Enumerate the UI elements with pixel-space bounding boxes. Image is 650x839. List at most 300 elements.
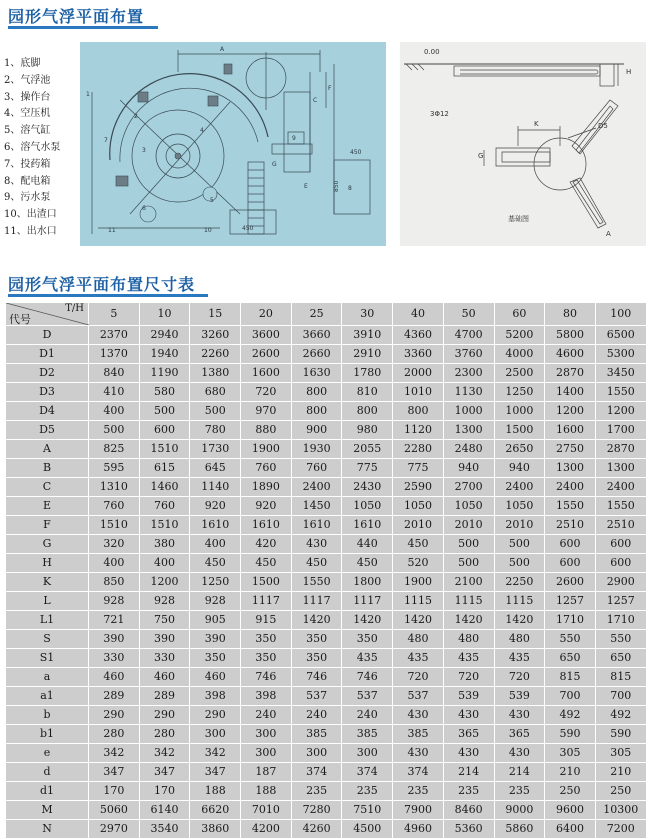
- table-cell: 1600: [241, 364, 292, 383]
- table-cell: 840: [89, 364, 140, 383]
- table-cell: 2970: [89, 820, 140, 839]
- table-cell: 390: [190, 630, 241, 649]
- table-cell: 390: [89, 630, 140, 649]
- table-cell: 815: [545, 668, 596, 687]
- table-cell: 350: [241, 630, 292, 649]
- table-cell: 1550: [291, 573, 342, 592]
- table-cell: 2480: [443, 440, 494, 459]
- table-cell: 400: [139, 554, 190, 573]
- plan-label-e: E: [304, 183, 308, 190]
- table-cell: 1500: [241, 573, 292, 592]
- component-legend: [4, 56, 82, 241]
- table-cell: 300: [291, 744, 342, 763]
- table-cell: 430: [393, 706, 444, 725]
- table-cell: 1120: [393, 421, 444, 440]
- table-cell: 3260: [190, 326, 241, 345]
- table-cell: 398: [190, 687, 241, 706]
- table-cell: 2500: [494, 364, 545, 383]
- table-row: [6, 573, 647, 592]
- table-cell: 210: [595, 763, 646, 782]
- table-cell: 1930: [291, 440, 342, 459]
- table-cell: 2600: [545, 573, 596, 592]
- table-cell: 915: [241, 611, 292, 630]
- table-cell: 5060: [89, 801, 140, 820]
- table-cell: 760: [291, 459, 342, 478]
- table-cell: 435: [342, 649, 393, 668]
- table-cell: 350: [190, 649, 241, 668]
- table-row: [6, 421, 647, 440]
- table-cell: 1940: [139, 345, 190, 364]
- plan-label-4: 4: [200, 127, 204, 134]
- table-cell: 1130: [443, 383, 494, 402]
- table-cell: 1610: [291, 516, 342, 535]
- column-header: 40: [393, 303, 444, 326]
- table-cell: 3860: [190, 820, 241, 839]
- table-cell: 188: [190, 782, 241, 801]
- table-cell: 385: [393, 725, 444, 744]
- table-cell: 374: [291, 763, 342, 782]
- table-cell: 928: [139, 592, 190, 611]
- plan-label-8: 8: [348, 185, 352, 192]
- table-cell: 3450: [595, 364, 646, 383]
- table-cell: 8460: [443, 801, 494, 820]
- table-cell: 920: [241, 497, 292, 516]
- table-cell: 7200: [595, 820, 646, 839]
- plan-label-1: 1: [86, 91, 90, 98]
- table-cell: 1610: [342, 516, 393, 535]
- table-cell: 187: [241, 763, 292, 782]
- foundation-g-label: G: [478, 152, 484, 160]
- table-cell: 398: [241, 687, 292, 706]
- column-header: 15: [190, 303, 241, 326]
- row-code: d1: [6, 782, 89, 801]
- row-code: a: [6, 668, 89, 687]
- table-cell: 1000: [494, 402, 545, 421]
- table-cell: 746: [241, 668, 292, 687]
- table-cell: 300: [190, 725, 241, 744]
- table-cell: 3760: [443, 345, 494, 364]
- table-cell: 2000: [393, 364, 444, 383]
- table-cell: 760: [241, 459, 292, 478]
- table-cell: 7900: [393, 801, 444, 820]
- table-cell: 1117: [291, 592, 342, 611]
- table-cell: 2900: [595, 573, 646, 592]
- layout-title-underline: [8, 26, 158, 29]
- row-code: a1: [6, 687, 89, 706]
- table-cell: 350: [291, 630, 342, 649]
- table-cell: 330: [139, 649, 190, 668]
- row-code: L: [6, 592, 89, 611]
- table-cell: 1610: [241, 516, 292, 535]
- legend-item: 8、配电箱: [4, 175, 51, 187]
- table-cell: 775: [393, 459, 444, 478]
- table-cell: 1550: [545, 497, 596, 516]
- table-cell: 2010: [494, 516, 545, 535]
- table-row: [6, 649, 647, 668]
- table-cell: 7510: [342, 801, 393, 820]
- table-cell: 1420: [342, 611, 393, 630]
- row-code: A: [6, 440, 89, 459]
- table-cell: 539: [494, 687, 545, 706]
- table-cell: 1380: [190, 364, 241, 383]
- table-cell: 4200: [241, 820, 292, 839]
- table-cell: 188: [241, 782, 292, 801]
- table-cell: 500: [494, 535, 545, 554]
- table-cell: 600: [545, 535, 596, 554]
- table-cell: 5300: [595, 345, 646, 364]
- table-cell: 460: [139, 668, 190, 687]
- column-header: 25: [291, 303, 342, 326]
- table-cell: 365: [443, 725, 494, 744]
- table-cell: 235: [443, 782, 494, 801]
- table-cell: 1250: [190, 573, 241, 592]
- corner-code-label: 代号: [9, 313, 31, 326]
- table-cell: 460: [190, 668, 241, 687]
- table-cell: 2300: [443, 364, 494, 383]
- table-cell: 720: [443, 668, 494, 687]
- table-cell: 3540: [139, 820, 190, 839]
- table-cell: 2700: [443, 478, 494, 497]
- table-cell: 1600: [545, 421, 596, 440]
- table-cell: 750: [139, 611, 190, 630]
- table-cell: 342: [89, 744, 140, 763]
- table-row: [6, 611, 647, 630]
- table-cell: 5860: [494, 820, 545, 839]
- foundation-elevation: 0.00: [424, 48, 440, 56]
- foundation-caption: 基础图: [508, 215, 529, 223]
- table-cell: 400: [190, 535, 241, 554]
- table-cell: 235: [291, 782, 342, 801]
- table-row: [6, 630, 647, 649]
- table-cell: 300: [342, 744, 393, 763]
- table-cell: 1900: [393, 573, 444, 592]
- table-cell: 330: [89, 649, 140, 668]
- table-row: [6, 744, 647, 763]
- table-cell: 928: [89, 592, 140, 611]
- table-cell: 600: [545, 554, 596, 573]
- table-cell: 746: [291, 668, 342, 687]
- table-cell: 1140: [190, 478, 241, 497]
- table-cell: 800: [291, 383, 342, 402]
- table-cell: 4700: [443, 326, 494, 345]
- table-cell: 1780: [342, 364, 393, 383]
- table-cell: 305: [545, 744, 596, 763]
- table-cell: 1510: [139, 516, 190, 535]
- table-cell: 970: [241, 402, 292, 421]
- table-cell: 385: [342, 725, 393, 744]
- table-cell: 1190: [139, 364, 190, 383]
- table-cell: 615: [139, 459, 190, 478]
- table-row: [6, 459, 647, 478]
- table-row: [6, 725, 647, 744]
- table-cell: 650: [545, 649, 596, 668]
- row-code: D: [6, 326, 89, 345]
- table-cell: 350: [241, 649, 292, 668]
- table-cell: 210: [545, 763, 596, 782]
- table-cell: 500: [443, 535, 494, 554]
- table-cell: 305: [595, 744, 646, 763]
- table-cell: 430: [494, 706, 545, 725]
- table-cell: 1050: [494, 497, 545, 516]
- plan-label-11: 11: [108, 227, 116, 234]
- table-cell: 775: [342, 459, 393, 478]
- table-cell: 1257: [545, 592, 596, 611]
- table-cell: 1370: [89, 345, 140, 364]
- table-cell: 2750: [545, 440, 596, 459]
- table-cell: 1115: [393, 592, 444, 611]
- table-cell: 290: [139, 706, 190, 725]
- table-row: [6, 402, 647, 421]
- table-cell: 1420: [291, 611, 342, 630]
- table-cell: 1250: [494, 383, 545, 402]
- column-header: 50: [443, 303, 494, 326]
- table-cell: 1200: [139, 573, 190, 592]
- table-cell: 680: [190, 383, 241, 402]
- table-cell: 1550: [595, 497, 646, 516]
- plan-label-g: G: [272, 161, 277, 168]
- table-cell: 1500: [494, 421, 545, 440]
- table-cell: 4500: [342, 820, 393, 839]
- table-cell: 250: [595, 782, 646, 801]
- table-cell: 905: [190, 611, 241, 630]
- table-cell: 880: [241, 421, 292, 440]
- plan-label-f: F: [328, 85, 332, 92]
- table-row: [6, 497, 647, 516]
- table-cell: 347: [89, 763, 140, 782]
- table-cell: 850: [89, 573, 140, 592]
- plan-dim-450-a: 450: [350, 149, 362, 156]
- table-cell: 1310: [89, 478, 140, 497]
- row-code: N: [6, 820, 89, 839]
- table-cell: 815: [595, 668, 646, 687]
- table-cell: 385: [291, 725, 342, 744]
- legend-item: 3、操作台: [4, 91, 51, 103]
- table-cell: 235: [494, 782, 545, 801]
- plan-label-3: 3: [142, 147, 146, 154]
- table-cell: 347: [139, 763, 190, 782]
- legend-item: 7、投药箱: [4, 158, 51, 170]
- table-cell: 420: [241, 535, 292, 554]
- plan-label-9: 9: [292, 135, 296, 142]
- column-header: 5: [89, 303, 140, 326]
- table-cell: 9600: [545, 801, 596, 820]
- table-cell: 3910: [342, 326, 393, 345]
- table-cell: 1257: [595, 592, 646, 611]
- table-cell: 1890: [241, 478, 292, 497]
- table-row: [6, 516, 647, 535]
- table-cell: 240: [241, 706, 292, 725]
- table-cell: 2590: [393, 478, 444, 497]
- table-cell: 800: [393, 402, 444, 421]
- table-cell: 590: [545, 725, 596, 744]
- corner-throughput-label: T/H: [65, 303, 84, 314]
- plan-label-6: 6: [142, 205, 146, 212]
- table-cell: 350: [291, 649, 342, 668]
- table-cell: 450: [393, 535, 444, 554]
- foundation-d5-label: D5: [598, 122, 608, 130]
- table-cell: 590: [595, 725, 646, 744]
- legend-item: 10、出渣口: [4, 209, 57, 221]
- plan-drawing: [80, 42, 386, 246]
- table-cell: 430: [393, 744, 444, 763]
- table-corner-cell: [6, 303, 89, 326]
- table-cell: 6400: [545, 820, 596, 839]
- table-cell: 480: [443, 630, 494, 649]
- table-cell: 6620: [190, 801, 241, 820]
- table-cell: 1050: [393, 497, 444, 516]
- legend-item: 2、气浮池: [4, 74, 51, 86]
- foundation-drawing: [400, 42, 646, 246]
- plan-dim-450-b: 450: [242, 225, 254, 232]
- table-row: [6, 801, 647, 820]
- table-cell: 240: [342, 706, 393, 725]
- table-cell: 537: [342, 687, 393, 706]
- table-cell: 1300: [595, 459, 646, 478]
- table-cell: 1900: [241, 440, 292, 459]
- table-cell: 3600: [241, 326, 292, 345]
- table-cell: 240: [291, 706, 342, 725]
- table-cell: 2600: [241, 345, 292, 364]
- row-code: d: [6, 763, 89, 782]
- table-cell: 280: [139, 725, 190, 744]
- table-cell: 720: [393, 668, 444, 687]
- row-code: G: [6, 535, 89, 554]
- table-cell: 450: [342, 554, 393, 573]
- table-cell: 380: [139, 535, 190, 554]
- table-cell: 1630: [291, 364, 342, 383]
- table-title: 园形气浮平面布置尺寸表: [8, 275, 196, 294]
- table-cell: 170: [89, 782, 140, 801]
- table-cell: 6500: [595, 326, 646, 345]
- table-cell: 2940: [139, 326, 190, 345]
- table-cell: 300: [241, 725, 292, 744]
- table-cell: 1050: [443, 497, 494, 516]
- row-code: D4: [6, 402, 89, 421]
- table-cell: 720: [241, 383, 292, 402]
- table-cell: 920: [190, 497, 241, 516]
- table-cell: 4600: [545, 345, 596, 364]
- table-cell: 1710: [595, 611, 646, 630]
- row-code: K: [6, 573, 89, 592]
- table-row: [6, 820, 647, 839]
- dimension-table: [5, 302, 647, 839]
- table-cell: 500: [494, 554, 545, 573]
- table-cell: 480: [393, 630, 444, 649]
- foundation-a-label: A: [606, 230, 611, 238]
- table-cell: 760: [139, 497, 190, 516]
- table-cell: 1115: [494, 592, 545, 611]
- table-cell: 1117: [241, 592, 292, 611]
- table-cell: 430: [443, 744, 494, 763]
- table-cell: 170: [139, 782, 190, 801]
- table-cell: 720: [494, 668, 545, 687]
- table-cell: 5200: [494, 326, 545, 345]
- table-cell: 430: [443, 706, 494, 725]
- table-cell: 2055: [342, 440, 393, 459]
- table-cell: 780: [190, 421, 241, 440]
- table-cell: 4260: [291, 820, 342, 839]
- foundation-pipe-label: 3Φ12: [430, 110, 449, 118]
- table-cell: 7280: [291, 801, 342, 820]
- table-cell: 320: [89, 535, 140, 554]
- table-cell: 539: [443, 687, 494, 706]
- table-cell: 250: [545, 782, 596, 801]
- table-cell: 2400: [595, 478, 646, 497]
- table-cell: 214: [494, 763, 545, 782]
- legend-item: 1、底脚: [4, 58, 41, 69]
- table-cell: 500: [139, 402, 190, 421]
- column-header: 20: [241, 303, 292, 326]
- table-cell: 825: [89, 440, 140, 459]
- row-code: B: [6, 459, 89, 478]
- legend-item: 11、出水口: [4, 225, 57, 237]
- plan-dim-850: 850: [333, 180, 340, 192]
- table-row: [6, 383, 647, 402]
- table-cell: 500: [190, 402, 241, 421]
- table-cell: 6140: [139, 801, 190, 820]
- table-cell: 1000: [443, 402, 494, 421]
- table-cell: 600: [595, 554, 646, 573]
- table-cell: 2510: [545, 516, 596, 535]
- table-cell: 390: [139, 630, 190, 649]
- table-cell: 2250: [494, 573, 545, 592]
- table-cell: 350: [342, 630, 393, 649]
- plan-label-c: C: [313, 97, 318, 104]
- table-cell: 1710: [545, 611, 596, 630]
- table-cell: 1510: [89, 516, 140, 535]
- table-cell: 1510: [139, 440, 190, 459]
- table-cell: 365: [494, 725, 545, 744]
- legend-item: 9、污水泵: [4, 192, 51, 204]
- table-row: [6, 364, 647, 383]
- plan-label-2: 2: [134, 113, 138, 120]
- table-cell: 2910: [342, 345, 393, 364]
- table-cell: 342: [190, 744, 241, 763]
- table-cell: 520: [393, 554, 444, 573]
- column-header: 10: [139, 303, 190, 326]
- table-cell: 1400: [545, 383, 596, 402]
- table-cell: 5360: [443, 820, 494, 839]
- table-cell: 430: [494, 744, 545, 763]
- table-cell: 430: [291, 535, 342, 554]
- table-cell: 4360: [393, 326, 444, 345]
- table-cell: 1450: [291, 497, 342, 516]
- table-cell: 7010: [241, 801, 292, 820]
- table-row: [6, 326, 647, 345]
- column-header: 100: [595, 303, 646, 326]
- table-cell: 800: [342, 402, 393, 421]
- table-cell: 480: [494, 630, 545, 649]
- row-code: S: [6, 630, 89, 649]
- table-cell: 450: [291, 554, 342, 573]
- table-cell: 940: [443, 459, 494, 478]
- table-cell: 347: [190, 763, 241, 782]
- table-cell: 492: [595, 706, 646, 725]
- table-cell: 1115: [443, 592, 494, 611]
- row-code: S1: [6, 649, 89, 668]
- table-cell: 800: [291, 402, 342, 421]
- table-cell: 1200: [545, 402, 596, 421]
- legend-item: 6、溶气水泵: [4, 141, 61, 153]
- row-code: b: [6, 706, 89, 725]
- table-cell: 435: [393, 649, 444, 668]
- table-cell: 928: [190, 592, 241, 611]
- table-cell: 4960: [393, 820, 444, 839]
- table-cell: 440: [342, 535, 393, 554]
- table-cell: 1200: [595, 402, 646, 421]
- table-cell: 2260: [190, 345, 241, 364]
- table-title-underline: [8, 294, 208, 297]
